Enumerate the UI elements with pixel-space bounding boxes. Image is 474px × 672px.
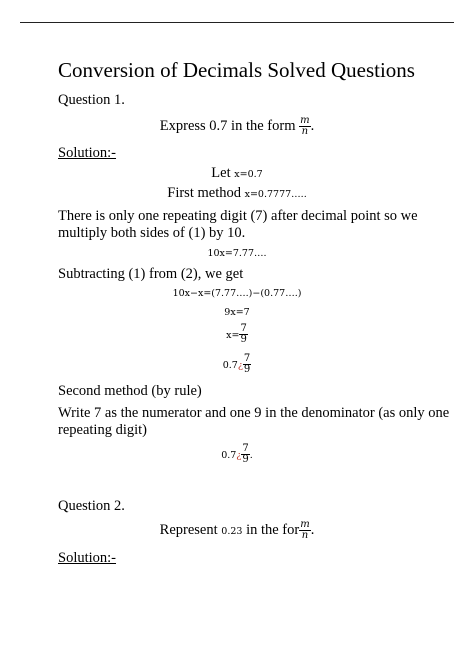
first-method-expression: x=0.7777….. — [244, 189, 307, 200]
question-2-label: Question 2. — [58, 498, 125, 514]
m-over-n-fraction: $\frac{m}{n}$ — [300, 115, 310, 137]
equation-3: 10x−x=(7.77….)−(0.77….) — [172, 288, 302, 299]
question-2-prompt: Represent 0.23 in the for $\frac{m}{n}$ . — [159, 519, 315, 541]
seven-ninths-fraction: $\frac{7}{9}$ — [243, 353, 251, 375]
error-glyph: ¿ — [236, 450, 242, 462]
let-expression: x=0.7 — [234, 169, 263, 180]
let-line: Let x=0.7 — [211, 165, 263, 181]
page-title: Conversion of Decimals Solved Questions — [58, 58, 415, 82]
recurring-decimal: 0.23 — [221, 525, 243, 537]
subtract-line: Subtracting (1) from (2), we get — [58, 266, 244, 282]
equation-6: 0.7¿ $\frac{7}{9}$ — [222, 353, 251, 375]
m-over-n-fraction: $\frac{m}{n}$ — [300, 519, 310, 541]
equation-7: 0.7¿ $\frac{7}{9}$ . — [221, 443, 253, 465]
top-rule — [20, 22, 454, 23]
solution-label-1: Solution:- — [58, 145, 117, 161]
first-method-line: First method x=0.7777….. — [167, 185, 307, 201]
question-1-prompt: Express 0.7 in the form $\frac{m}{n}$ . — [159, 115, 315, 137]
second-method-line: Second method (by rule) — [58, 383, 202, 399]
error-glyph: ¿ — [237, 360, 243, 372]
equation-5: x= $\frac{7}{9}$ — [226, 323, 247, 345]
equation-2: 10x=7.77…. — [207, 248, 267, 259]
prompt-text: Express 0.7 in the form — [159, 117, 296, 134]
seven-ninths-fraction: $\frac{7}{9}$ — [240, 323, 247, 345]
explanation-paragraph: There is only one repeating digit (7) after decimal point so we multiply both sides of (1) by 10. — [58, 208, 418, 241]
question-1-label: Question 1. — [58, 92, 125, 108]
solution-label-2: Solution:- — [58, 550, 117, 566]
rule-paragraph: Write 7 as the numerator and one 9 in the denominator (as only one repeating digit) — [58, 405, 450, 438]
seven-ninths-fraction: $\frac{7}{9}$ — [242, 443, 249, 465]
equation-4: 9x=7 — [224, 307, 250, 318]
